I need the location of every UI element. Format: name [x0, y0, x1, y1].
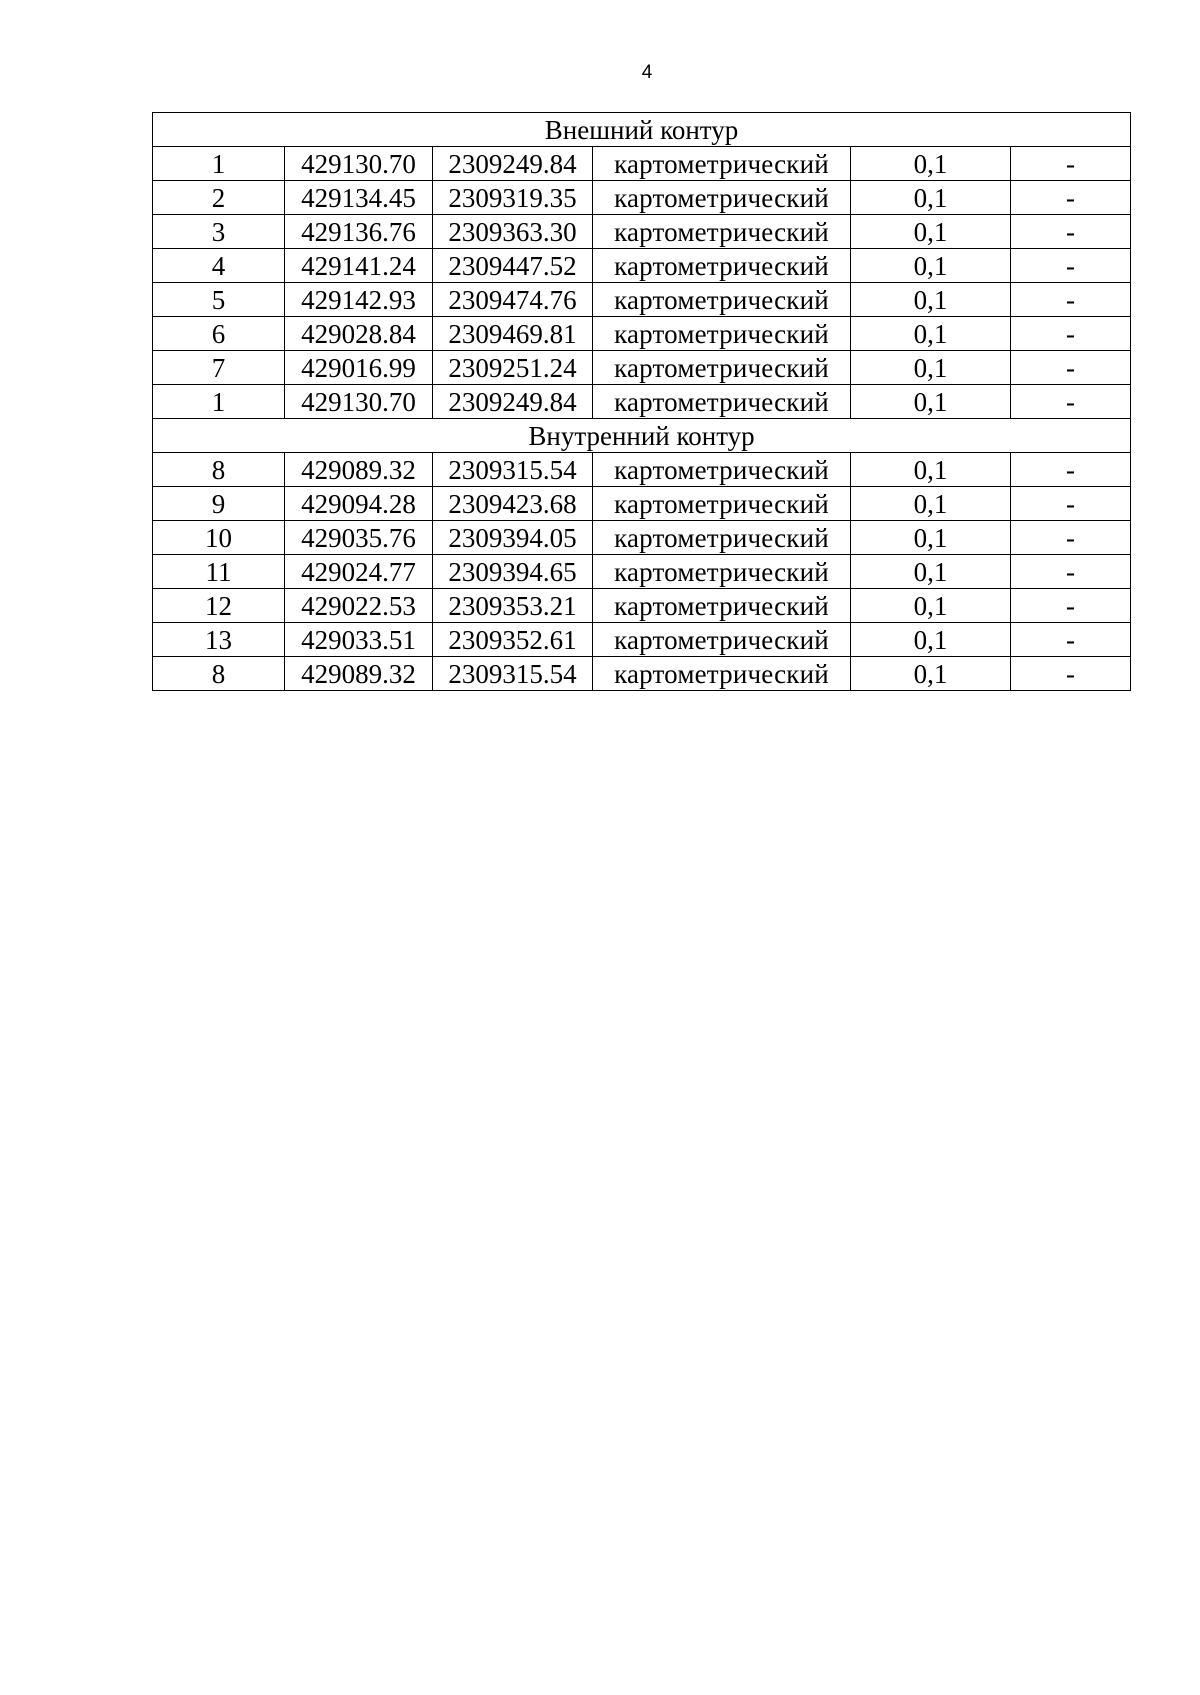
x-coordinate-cell: 429022.53	[285, 589, 433, 623]
point-number-cell: 12	[153, 589, 285, 623]
point-number-cell: 1	[153, 385, 285, 419]
accuracy-cell: 0,1	[851, 351, 1011, 385]
accuracy-cell: 0,1	[851, 589, 1011, 623]
note-cell: -	[1011, 521, 1131, 555]
y-coordinate-cell: 2309315.54	[433, 453, 593, 487]
method-cell: картометрический	[593, 181, 851, 215]
accuracy-cell: 0,1	[851, 181, 1011, 215]
note-cell: -	[1011, 623, 1131, 657]
note-cell: -	[1011, 487, 1131, 521]
accuracy-cell: 0,1	[851, 521, 1011, 555]
method-cell: картометрический	[593, 147, 851, 181]
point-number-cell: 8	[153, 453, 285, 487]
note-cell: -	[1011, 181, 1131, 215]
point-number-cell: 10	[153, 521, 285, 555]
section-header-row	[153, 113, 1131, 147]
table-row	[153, 181, 1131, 215]
method-cell: картометрический	[593, 487, 851, 521]
x-coordinate-cell: 429028.84	[285, 317, 433, 351]
note-cell: -	[1011, 351, 1131, 385]
table-row	[153, 589, 1131, 623]
table-row	[153, 351, 1131, 385]
note-cell: -	[1011, 589, 1131, 623]
section-title: Внутренний контур	[153, 419, 1131, 453]
x-coordinate-cell: 429089.32	[285, 453, 433, 487]
method-cell: картометрический	[593, 521, 851, 555]
note-cell: -	[1011, 317, 1131, 351]
point-number-cell: 2	[153, 181, 285, 215]
accuracy-cell: 0,1	[851, 317, 1011, 351]
x-coordinate-cell: 429136.76	[285, 215, 433, 249]
accuracy-cell: 0,1	[851, 215, 1011, 249]
point-number-cell: 4	[153, 249, 285, 283]
note-cell: -	[1011, 147, 1131, 181]
y-coordinate-cell: 2309469.81	[433, 317, 593, 351]
accuracy-cell: 0,1	[851, 147, 1011, 181]
y-coordinate-cell: 2309315.54	[433, 657, 593, 691]
method-cell: картометрический	[593, 453, 851, 487]
y-coordinate-cell: 2309251.24	[433, 351, 593, 385]
method-cell: картометрический	[593, 657, 851, 691]
note-cell: -	[1011, 453, 1131, 487]
accuracy-cell: 0,1	[851, 487, 1011, 521]
note-cell: -	[1011, 215, 1131, 249]
accuracy-cell: 0,1	[851, 283, 1011, 317]
table-row	[153, 385, 1131, 419]
coordinates-table	[152, 112, 1131, 691]
method-cell: картометрический	[593, 623, 851, 657]
y-coordinate-cell: 2309394.05	[433, 521, 593, 555]
accuracy-cell: 0,1	[851, 249, 1011, 283]
table-row	[153, 623, 1131, 657]
method-cell: картометрический	[593, 317, 851, 351]
table-row	[153, 249, 1131, 283]
method-cell: картометрический	[593, 555, 851, 589]
point-number-cell: 9	[153, 487, 285, 521]
y-coordinate-cell: 2309319.35	[433, 181, 593, 215]
table-row	[153, 555, 1131, 589]
table-row	[153, 147, 1131, 181]
x-coordinate-cell: 429094.28	[285, 487, 433, 521]
accuracy-cell: 0,1	[851, 623, 1011, 657]
method-cell: картометрический	[593, 249, 851, 283]
y-coordinate-cell: 2309394.65	[433, 555, 593, 589]
method-cell: картометрический	[593, 283, 851, 317]
note-cell: -	[1011, 555, 1131, 589]
x-coordinate-cell: 429035.76	[285, 521, 433, 555]
note-cell: -	[1011, 657, 1131, 691]
table-row	[153, 453, 1131, 487]
x-coordinate-cell: 429141.24	[285, 249, 433, 283]
y-coordinate-cell: 2309352.61	[433, 623, 593, 657]
table-row	[153, 317, 1131, 351]
table-row	[153, 487, 1131, 521]
accuracy-cell: 0,1	[851, 555, 1011, 589]
y-coordinate-cell: 2309363.30	[433, 215, 593, 249]
accuracy-cell: 0,1	[851, 657, 1011, 691]
coordinates-table-body	[153, 113, 1131, 691]
x-coordinate-cell: 429130.70	[285, 147, 433, 181]
x-coordinate-cell: 429130.70	[285, 385, 433, 419]
point-number-cell: 1	[153, 147, 285, 181]
point-number-cell: 11	[153, 555, 285, 589]
section-header-row	[153, 419, 1131, 453]
y-coordinate-cell: 2309474.76	[433, 283, 593, 317]
point-number-cell: 5	[153, 283, 285, 317]
table-row	[153, 283, 1131, 317]
point-number-cell: 7	[153, 351, 285, 385]
point-number-cell: 6	[153, 317, 285, 351]
note-cell: -	[1011, 249, 1131, 283]
table-row	[153, 521, 1131, 555]
section-title: Внешний контур	[153, 113, 1131, 147]
point-number-cell: 8	[153, 657, 285, 691]
x-coordinate-cell: 429016.99	[285, 351, 433, 385]
x-coordinate-cell: 429142.93	[285, 283, 433, 317]
method-cell: картометрический	[593, 589, 851, 623]
method-cell: картометрический	[593, 385, 851, 419]
y-coordinate-cell: 2309353.21	[433, 589, 593, 623]
method-cell: картометрический	[593, 215, 851, 249]
accuracy-cell: 0,1	[851, 385, 1011, 419]
note-cell: -	[1011, 283, 1131, 317]
note-cell: -	[1011, 385, 1131, 419]
y-coordinate-cell: 2309423.68	[433, 487, 593, 521]
table-row	[153, 657, 1131, 691]
y-coordinate-cell: 2309447.52	[433, 249, 593, 283]
point-number-cell: 3	[153, 215, 285, 249]
method-cell: картометрический	[593, 351, 851, 385]
x-coordinate-cell: 429033.51	[285, 623, 433, 657]
accuracy-cell: 0,1	[851, 453, 1011, 487]
point-number-cell: 13	[153, 623, 285, 657]
page-number: 4	[641, 62, 653, 83]
y-coordinate-cell: 2309249.84	[433, 147, 593, 181]
x-coordinate-cell: 429024.77	[285, 555, 433, 589]
y-coordinate-cell: 2309249.84	[433, 385, 593, 419]
table-row	[153, 215, 1131, 249]
x-coordinate-cell: 429089.32	[285, 657, 433, 691]
x-coordinate-cell: 429134.45	[285, 181, 433, 215]
